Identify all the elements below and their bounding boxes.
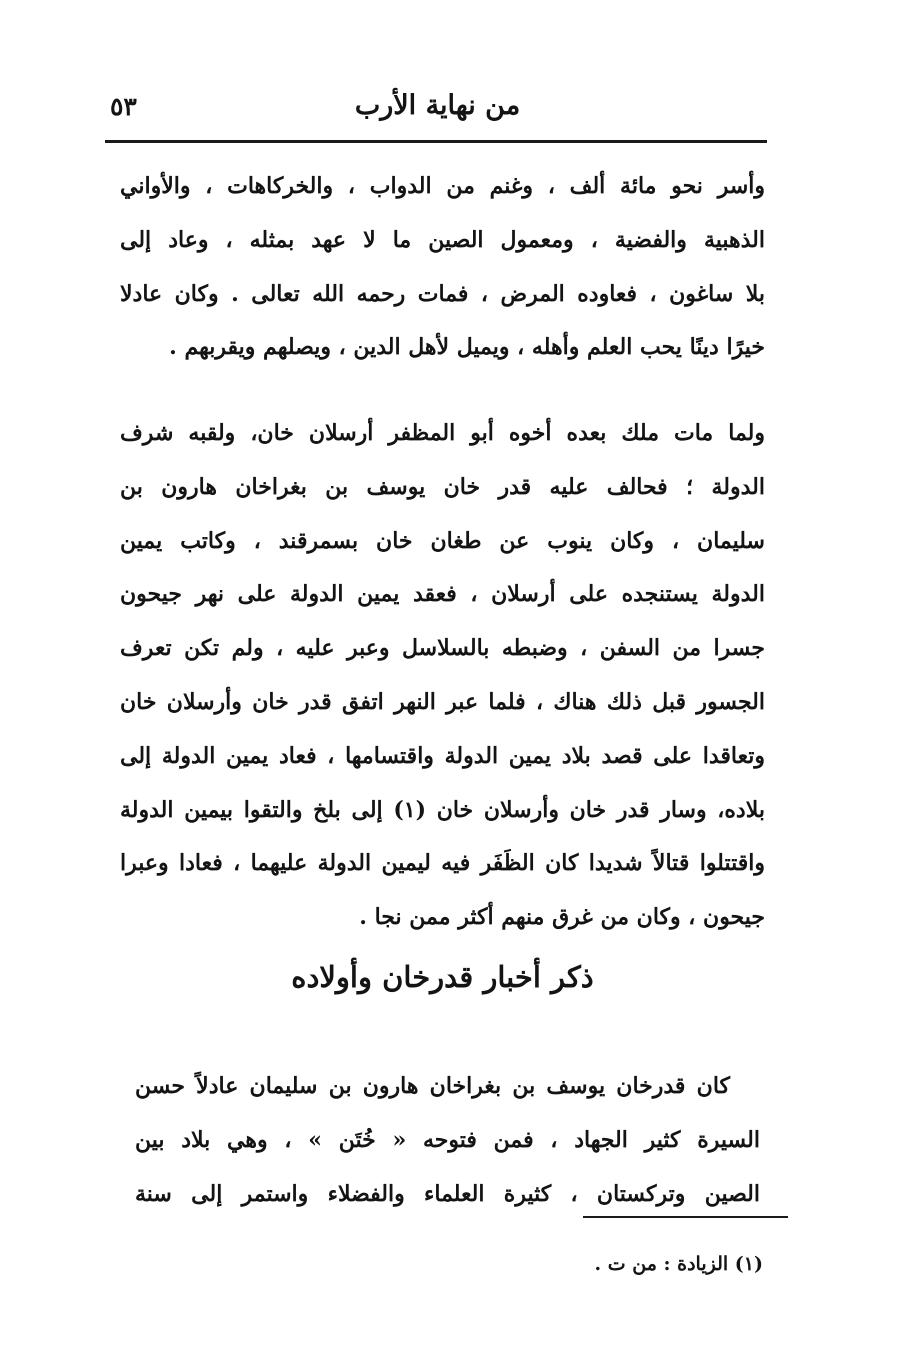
text-line: جيحون ، وكان من غرق منهم أكثر ممن نجا .: [359, 904, 765, 931]
page-header: [100, 78, 775, 130]
text-line: السيرة كثير الجهاد ، فمن فتوحه « خُتَن » ، وهي بلاد بين: [135, 1126, 760, 1153]
footnote: (١) الزيادة : من ت .: [594, 1253, 763, 1275]
text-line: وتعاقدا على قصد بلاد يمين الدولة واقتسامها ، فعاد يمين الدولة إلى: [120, 742, 765, 769]
paragraph-3: [135, 1060, 760, 1221]
text-line: واقتتلوا قتالاً شديدا كان الظَفَر فيه ليمين الدولة عليهما ، فعادا وعبرا: [120, 850, 765, 877]
text-line: بلاده، وسار قدر خان وأرسلان خان (١) إلى بلخ والتقوا بيمين الدولة: [120, 796, 765, 823]
header-divider: [105, 140, 767, 143]
text-line: الذهبية والفضية ، ومعمول الصين ما لا عهد بمثله ، وعاد إلى: [120, 226, 765, 253]
text-line: الدولة يستنجده على أرسلان ، فعقد يمين الدولة على نهر جيحون: [120, 581, 765, 608]
paragraph-2: [120, 407, 765, 945]
text-line: ولما مات ملك بعده أخوه أبو المظفر أرسلان خان، ولقبه شرف: [120, 420, 765, 446]
text-line: وأسر نحو مائة ألف ، وغنم من الدواب ، والخركاهات ، والأواني: [120, 173, 765, 199]
text-line: جسرا من السفن ، وضبطه بالسلاسل وعبر عليه ، ولم تكن تعرف: [120, 635, 765, 662]
text-line: الصين وتركستان ، كثيرة العلماء والفضلاء واستمر إلى سنة: [135, 1180, 760, 1207]
footnote-divider: [583, 1216, 788, 1218]
paragraph-1: [120, 160, 765, 375]
page-number: ٥٣: [110, 92, 137, 121]
text-line: الجسور قبل ذلك هناك ، فلما عبر النهر اتفق قدر خان وأرسلان خان: [120, 688, 765, 715]
running-title: من نهاية الأرب: [354, 90, 521, 121]
text-line: بلا ساغون ، فعاوده المرض ، فمات رحمه الله تعالى . وكان عادلا: [120, 280, 765, 307]
text-line: الدولة ؛ فحالف عليه قدر خان يوسف بن بغراخان هارون بن: [120, 473, 765, 500]
text-line: خيرًا دينًا يحب العلم وأهله ، ويميل لأهل الدين ، ويصلهم ويقربهم .: [169, 334, 765, 361]
text-line: كان قدرخان يوسف بن بغراخان هارون بن سليمان عادلاً حسن: [135, 1073, 730, 1099]
section-heading: ذكر أخبار قدرخان وأولاده: [291, 960, 594, 994]
text-line: سليمان ، وكان ينوب عن طغان خان بسمرقند ، وكاتب يمين: [120, 527, 765, 554]
